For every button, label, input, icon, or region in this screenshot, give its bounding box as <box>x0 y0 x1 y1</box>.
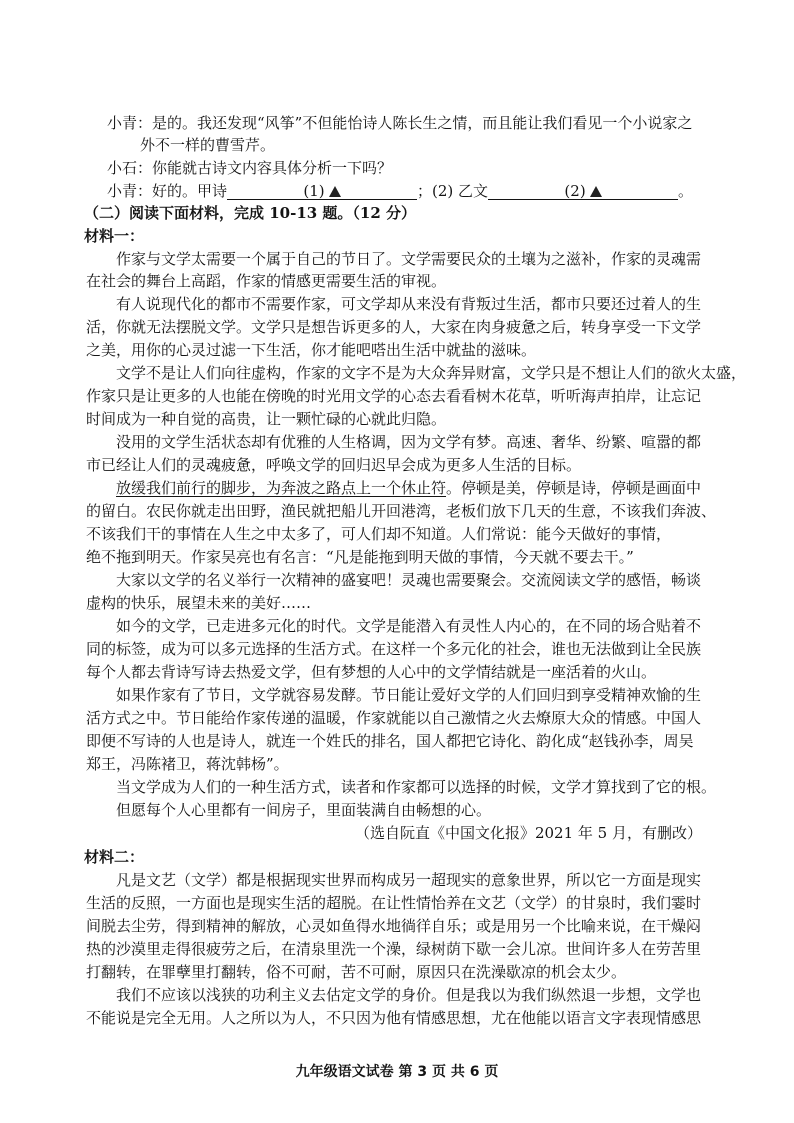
triangle-icon <box>590 186 602 197</box>
paragraph-line: 但愿每个人心里都有一间房子，里面装满自由畅想的心。 <box>116 801 492 819</box>
paragraph-line-rest: 。停顿是美，停顿是诗，停顿是画面中 <box>446 479 702 497</box>
paragraph-line: 大家以文学的名义举行一次精神的盛宴吧！灵魂也需要聚会。交流阅读文学的感悟，畅谈 <box>116 571 702 589</box>
dialogue-answer-line <box>107 180 693 202</box>
dialogue-answer-start: 小青：好的。甲诗 <box>107 182 228 200</box>
paragraph-line: 凡是文艺（文学）都是根据现实世界而构成另一超现实的意象世界，所以它一方面是现实 <box>116 871 702 889</box>
paragraph-line: 没用的文学生活状态却有优雅的人生格调，因为文学有梦。高速、奢华、纷繁、喧嚣的都 <box>116 433 702 451</box>
paragraph-line: 即便不写诗的人也是诗人，就连一个姓氏的排名，国人都把它诗化、韵化成“赵钱孙李，周吴 <box>86 732 694 750</box>
paragraph-line: 不该我们干的事情在人生之中太多了，可人们却不知道。人们常说：能今天做好的事情， <box>86 525 672 543</box>
dialogue-line: 外不一样的曹雪芹。 <box>140 136 276 154</box>
paragraph-line: 文学不是让人们向往虚构，作家的文字不是为大众奔异财富，文学只是不想让人们的欲火太盛， <box>116 364 747 382</box>
paragraph-line: 如今的文学，已走进多元化的时代。文学是能潜入有灵性人内心的，在不同的场合贴着不 <box>116 617 702 635</box>
page-footer: 九年级语文试卷 第 3 页 共 6 页 <box>295 1064 499 1080</box>
paragraph-line: 间脱去尘劳，得到精神的解放，心灵如鱼得水地徜徉自乐；或是用另一个比喻来说，在干燥闷 <box>86 917 702 935</box>
paragraph-line: 当文学成为人们的一种生活方式，读者和作家都可以选择的时候，文学才算找到了它的根。 <box>116 778 717 796</box>
paragraph-line: 每个人都去背诗写诗去热爱文学，但有梦想的人心中的文学情结就是一座活着的火山。 <box>86 663 657 681</box>
paragraph-line: 热的沙漠里走得很疲劳之后，在清泉里洗一个澡，绿树荫下歇一会儿凉。世间许多人在劳苦里 <box>86 940 702 958</box>
paragraph-line: 时间成为一种自觉的高贵，让一颗忙碌的心就此归隐。 <box>86 410 447 428</box>
paragraph-line: 之美，用你的心灵过滤一下生活，你才能吧嗒出生活中就盐的滋味。 <box>86 341 537 359</box>
paragraph-line: 活，你就无法摆脱文学。文学只是想告诉更多的人，大家在肉身疲惫之后，转身享受一下文学 <box>86 318 702 336</box>
paragraph-line: 我们不应该以浅狭的功利主义去估定文学的身价。但是我以为我们纵然退一步想，文学也 <box>116 986 702 1004</box>
dialogue-answer-mid: ；(2) 乙文 <box>417 182 489 200</box>
dialogue-line: 小石：你能就古诗文内容具体分析一下吗？ <box>107 159 393 177</box>
paragraph-line: 有人说现代化的都市不需要作家，可文学却从来没有背叛过生活，都市只要还过着人的生 <box>116 295 702 313</box>
paragraph-line: 活方式之中。节日能给作家传递的温暖，作家就能以自己激情之火去燎原大众的情感。中国人 <box>86 709 702 727</box>
paragraph-line: 虚构的快乐，展望未来的美好…… <box>86 594 312 612</box>
paragraph-line: 在社会的舞台上高蹈，作家的情感更需要生活的审视。 <box>86 272 447 290</box>
blank-1-label: (1) <box>303 182 325 200</box>
paragraph-line: 绝不拖到明天。作家吴亮也有名言：“凡是能拖到明天做的事情，今天就不要去干。” <box>86 548 634 566</box>
section-heading: （二）阅读下面材料，完成 10-13 题。（12 分） <box>84 204 417 222</box>
paragraph-line: 郑王，冯陈褚卫，蒋沈韩杨”。 <box>86 755 289 773</box>
answer-blank-2[interactable] <box>488 181 678 200</box>
dialogue-line: 小青：是的。我还发现“风筝”不但能怡诗人陈长生之情，而且能让我们看见一个小说家之 <box>107 114 693 132</box>
paragraph-line: 市已经让人们的灵魂疲惫，呼唤文学的回归迟早会成为更多人生活的目标。 <box>86 456 582 474</box>
blank-2-label: (2) <box>564 182 586 200</box>
paragraph-line: 的留白。农民你就走出田野，渔民就把船儿开回港湾，老板们放下几天的生意，不该我们奔波、 <box>86 502 717 520</box>
paragraph-line: 同的标签，成为可以多元选择的生活方式。在这样一个多元化的社会，谁也无法做到让全民族 <box>86 640 702 658</box>
material1-label: 材料一： <box>84 227 145 245</box>
answer-blank-1[interactable] <box>227 181 417 200</box>
paragraph-line: 不能说是完全无用。人之所以为人，不只因为他有情感思想，尤在他能以语言文字表现情感思 <box>86 1009 702 1027</box>
triangle-icon <box>329 186 341 197</box>
paragraph-line: 打翻转，在罪孽里打翻转，俗不可耐，苦不可耐，原因只在洗澡歇凉的机会太少。 <box>86 963 627 981</box>
source-citation: （选自阮直《中国文化报》2021 年 5 月，有删改） <box>354 824 702 842</box>
paragraph-line-underlined <box>116 477 701 499</box>
underlined-sentence: 放缓我们前行的脚步，为奔波之路点上一个休止符 <box>116 479 447 497</box>
paragraph-line: 如果作家有了节日，文学就容易发酵。节日能让爱好文学的人们回归到享受精神欢愉的生 <box>116 686 702 704</box>
material2-label: 材料二： <box>84 848 145 866</box>
paragraph-line: 作家只是让更多的人也能在傍晚的时光用文学的心态去看看树木花草，听听海声拍岸，让忘记 <box>86 387 702 405</box>
paragraph-line: 生活的反照，一方面也是现实生活的超脱。在让性情怡养在文艺（文学）的甘泉时，我们霎时 <box>86 894 702 912</box>
dialogue-answer-end: 。 <box>678 182 694 200</box>
paragraph-line: 作家与文学太需要一个属于自己的节日了。文学需要民众的土壤为之滋补，作家的灵魂需 <box>116 250 702 268</box>
